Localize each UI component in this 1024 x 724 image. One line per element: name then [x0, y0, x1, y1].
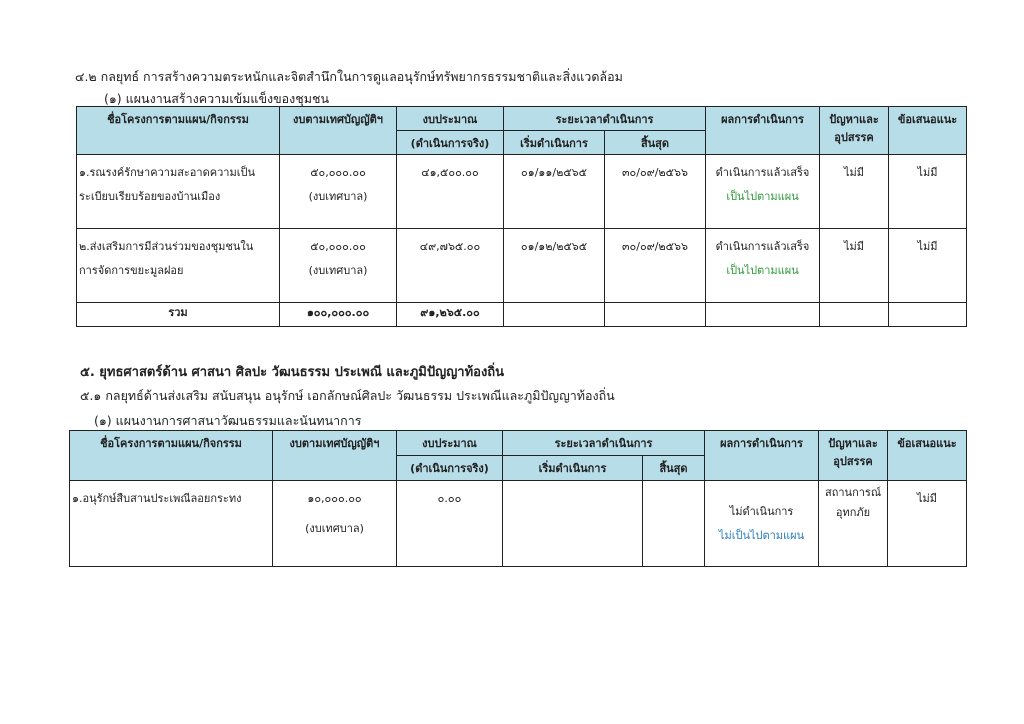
budget-source: (งบเทศบาล) [308, 264, 368, 277]
result-status: ไม่ดำเนินการ [729, 504, 794, 518]
project-name-line1: ๑.รณรงค์รักษาความสะอาดความเป็น [79, 166, 255, 179]
col-project: ชื่อโครงการตามแผน/กิจกรรม [70, 431, 273, 481]
col-budget-law: งบตามเทศบัญญัติฯ [280, 107, 397, 155]
col-budget-law: งบตามเทศบัญญัติฯ [273, 431, 397, 481]
budget-source: (งบเทศบาล) [308, 190, 368, 203]
heading-strategy-4-2: ๔.๒ กลยุทธ์ การสร้างความตระหนักและจิตสำนึกในการดูแลอนุรักษ์ทรัพยากรธรรมชาติและสิ่งแวดล้อม [75, 69, 623, 84]
project-name-line2: การจัดการขยะมูลฝอย [79, 264, 184, 277]
table-row [77, 155, 967, 229]
total-budget-law: ๑๐๐,๐๐๐.๐๐ [280, 303, 397, 327]
budget-actual-value: ๔๙,๗๖๕.๐๐ [419, 240, 481, 253]
col-result: ผลการดำเนินการ [705, 431, 819, 481]
table-religion-plan [69, 430, 967, 567]
col-project: ชื่อโครงการตามแผน/กิจกรรม [77, 107, 280, 155]
start-date: ๐๑/๑๑/๒๕๖๕ [521, 166, 587, 179]
table-row [77, 229, 967, 303]
result-status: ดำเนินการแล้วเสร็จ [715, 166, 810, 179]
project-name-line1: ๒.ส่งเสริมการมีส่วนร่วมของชุมชนใน [79, 240, 254, 253]
result-plan-status: เป็นไปตามแผน [726, 264, 799, 277]
problem-line2: อุทกภัย [835, 506, 871, 519]
col-budget: งบประมาณ [397, 431, 503, 456]
budget-actual-value: ๐.๐๐ [437, 492, 462, 505]
budget-law-value: ๑๐,๐๐๐.๐๐ [307, 492, 362, 505]
col-budget: งบประมาณ [397, 107, 504, 131]
total-budget-actual: ๙๑,๒๖๕.๐๐ [397, 303, 504, 327]
col-suggest: ข้อเสนอแนะ [888, 431, 967, 481]
budget-law-value: ๕๐,๐๐๐.๐๐ [310, 166, 366, 179]
col-problem: ปัญหาและอุปสรรค [819, 431, 888, 481]
end-date: ๓๐/๐๙/๒๕๖๖ [622, 240, 688, 253]
budget-law-value: ๕๐,๐๐๐.๐๐ [310, 240, 366, 253]
project-name-line2: ระเบียบเรียบร้อยของบ้านเมือง [79, 190, 221, 203]
heading-strategy-5: ๕. ยุทธศาสตร์ด้าน ศาสนา ศิลปะ วัฒนธรรม ประเพณี และภูมิปัญญาท้องถิ่น [80, 365, 505, 380]
end-date: ๓๐/๐๙/๒๕๖๖ [622, 166, 688, 179]
table-row [70, 481, 967, 567]
problem-value: ไม่มี [843, 240, 865, 253]
col-period: ระยะเวลาดำเนินการ [503, 431, 705, 456]
col-end: สิ้นสุด [643, 456, 705, 481]
start-date: ๐๑/๑๒/๒๕๖๕ [520, 240, 588, 253]
col-problem: ปัญหาและอุปสรรค [820, 107, 889, 155]
suggest-value: ไม่มี [917, 240, 938, 253]
project-name: ๑.อนุรักษ์สืบสานประเพณีลอยกระทง [72, 492, 242, 505]
col-suggest: ข้อเสนอแนะ [889, 107, 967, 155]
problem-line1: สถานการณ์ [825, 486, 882, 499]
col-result: ผลการดำเนินการ [706, 107, 820, 155]
problem-value: ไม่มี [843, 166, 865, 179]
heading-strategy-5-1: ๕.๑ กลยุทธ์ด้านส่งเสริม สนับสนุน อนุรักษ์ เอกลักษณ์ศิลปะ วัฒนธรรม ประเพณีและภูมิปัญญาท้องถิ่น [80, 388, 615, 403]
suggest-value: ไม่มี [917, 166, 938, 179]
col-budget-sub: (ดำเนินการจริง) [397, 131, 504, 155]
heading-plan-community: (๑) แผนงานสร้างความเข้มแข็งของชุมชน [104, 91, 330, 106]
col-period: ระยะเวลาดำเนินการ [504, 107, 706, 131]
table-total-row [77, 303, 967, 327]
col-budget-sub: (ดำเนินการจริง) [397, 456, 503, 481]
result-plan-status: เป็นไปตามแผน [726, 190, 799, 203]
budget-source: (งบเทศบาล) [305, 522, 364, 535]
col-start: เริ่มดำเนินการ [504, 131, 605, 155]
result-status: ดำเนินการแล้วเสร็จ [715, 240, 810, 253]
heading-plan-religion: (๑) แผนงานการศาสนาวัฒนธรรมและนันทนาการ [94, 413, 362, 428]
col-end: สิ้นสุด [605, 131, 706, 155]
result-plan-status: ไม่เป็นไปตามแผน [718, 528, 805, 542]
total-label: รวม [77, 303, 280, 327]
suggest-value: ไม่มี [916, 492, 938, 505]
col-start: เริ่มดำเนินการ [503, 456, 643, 481]
budget-actual-value: ๔๑,๕๐๐.๐๐ [421, 166, 479, 179]
table-community-plan [76, 106, 967, 327]
